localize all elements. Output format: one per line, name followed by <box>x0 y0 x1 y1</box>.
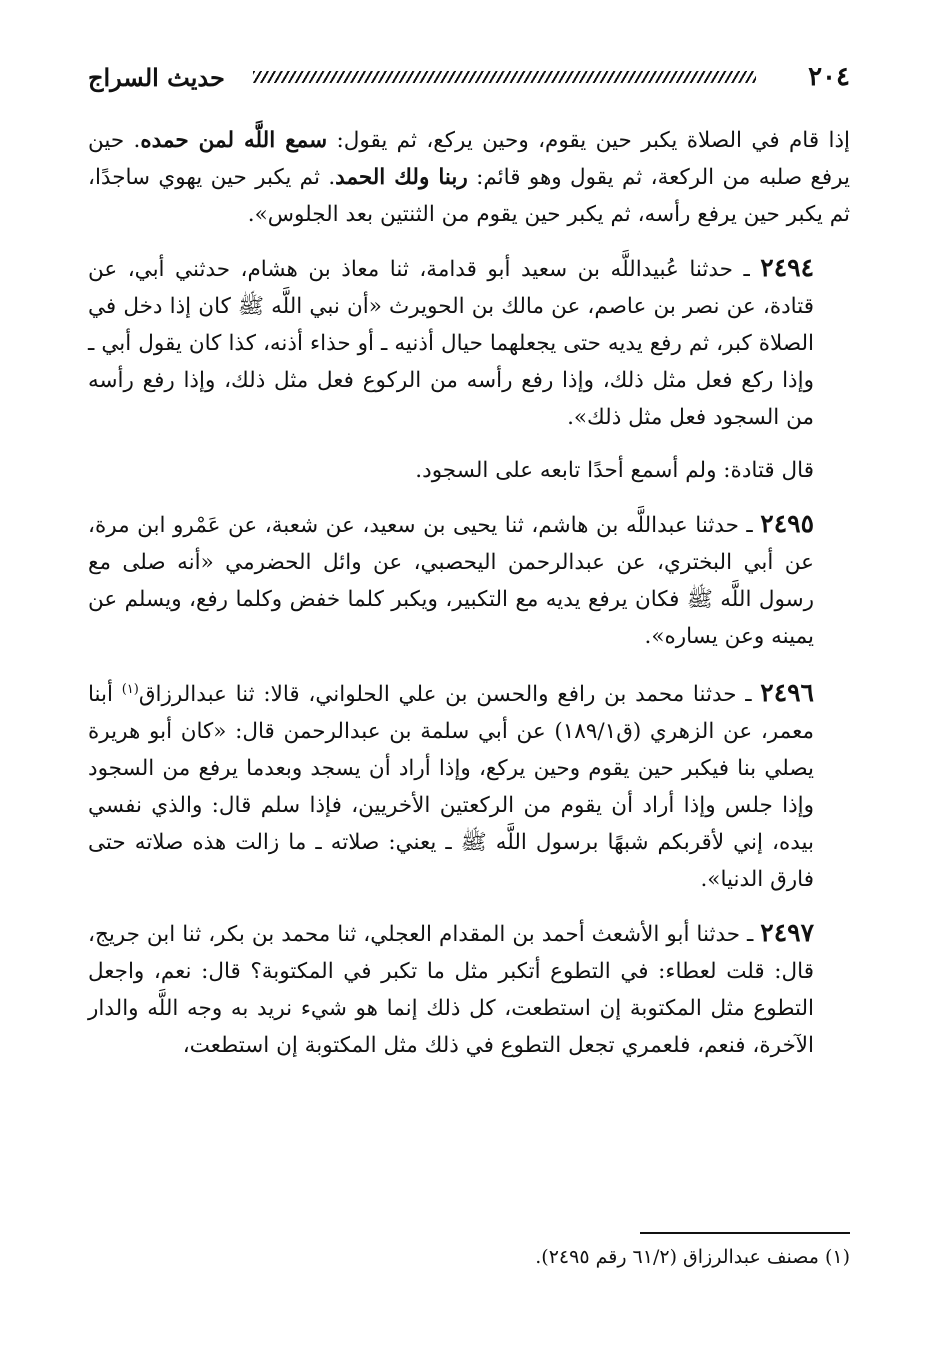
bold-phrase: ربنا ولك الحمد <box>335 165 468 190</box>
paragraph-text: . ثم يكبر حين يهوي ساجدًا، ثم يكبر حين يرفع رأسه، ثم يكبر حين يقوم من الثنتين بعد الجلوس». <box>88 165 850 227</box>
paragraph-text: إذا قام في الصلاة يكبر حين يقوم، وحين يركع، ثم يقول: <box>327 128 850 153</box>
paragraph-text: . حين يرفع صلبه من الركعة، ثم يقول وهو قائم: <box>88 128 851 190</box>
footnote: (١) مصنف عبدالرزاق (٦١/٢ رقم ٢٤٩٥). <box>535 1246 850 1268</box>
hadith-2494 <box>88 249 850 436</box>
paragraph-continuation <box>88 122 850 233</box>
hadith-2495 <box>88 505 850 655</box>
hadith-text: ـ حدثنا محمد بن رافع والحسن بن علي الحلواني، قالا: ثنا عبدالرزاق <box>138 682 761 708</box>
book-title: حديث السراج <box>88 62 225 92</box>
hadith-text: ـ حدثنا عُبيداللَّه بن سعيد أبو قدامة، ثنا معاذ بن هشام، حدثني أبي، عن قتادة، عن نصر بن عاصم، عن مالك بن الحويرث «أن نبي اللَّه ﷺ كان إذا دخل في الصلاة كبر، ثم رفع يديه حتى يجعلهما حيال أذنيه ـ أو حذاء أذنه، كذا كان يقول أبي ـ وإذا ركع فعل مثل ذلك، وإذا رفع رأسه من الركوع فعل مثل ذلك، وإذا رفع رأسه من السجود فعل مثل ذلك». <box>88 257 814 430</box>
hadith-number: ٢٤٩٦ <box>760 678 814 708</box>
footnote-reference[interactable]: (١) <box>121 682 139 697</box>
hadith-number: ٢٤٩٧ <box>760 918 814 948</box>
page-header <box>88 58 850 96</box>
bold-phrase: سمع اللَّه لمن حمده <box>140 128 328 153</box>
page-body <box>88 122 850 1080</box>
page-number: ٢٠٤ <box>808 62 850 92</box>
footnote-separator <box>640 1232 850 1234</box>
comment-text: قال قتادة: ولم أسمع أحدًا تابعه على السجود. <box>415 458 814 483</box>
hadith-text: ـ حدثنا عبداللَّه بن هاشم، ثنا يحيى بن سعيد، عن شعبة، عن عَمْرو ابن مرة، عن أبي البختري، عن عبدالرحمن اليحصبي، عن وائل الحضرمي «أنه صلى مع رسول اللَّه ﷺ فكان يرفع يديه مع التكبير، ويكبر كلما خفض وكلما رفع، ويسلم عن يمينه وعن يساره». <box>88 513 814 649</box>
hadith-2497 <box>88 914 850 1064</box>
hadith-2496 <box>88 671 850 898</box>
header-ornament-rule <box>253 71 756 83</box>
hadith-number: ٢٤٩٥ <box>760 509 814 538</box>
comment-paragraph <box>88 452 850 489</box>
hadith-text: أبنا معمر، عن الزهري (ق١٨٩/١) عن أبي سلمة بن عبدالرحمن قال: «كان أبو هريرة يصلي بنا فيكبر حين يقوم وحين يركع، وإذا أراد أن يسجد وبعدما يرفع من السجود وإذا جلس وإذا أراد أن يقوم من الركعتين الأخريين، فإذا سلم قال: والذي نفسي بيده، إني لأقربكم شبهًا برسول اللَّه ﷺ ـ يعني: صلاته ـ ما زالت هذه صلاته حتى فارق الدنيا». <box>88 682 814 893</box>
hadith-number: ٢٤٩٤ <box>760 253 814 282</box>
hadith-text: ـ حدثنا أبو الأشعث أحمد بن المقدام العجلي، ثنا محمد بن بكر، ثنا ابن جريج، قال: قلت لعطاء: في التطوع أتكبر مثل ما تكبر في المكتوبة؟ قال: نعم، واجعل التطوع مثل المكتوبة إن استطعت، كل ذلك إنما هو شيء نريد به وجه اللَّه والدار الآخرة، فنعم، فلعمري تجعل التطوع في ذلك مثل المكتوبة إن استطعت، <box>88 922 814 1059</box>
